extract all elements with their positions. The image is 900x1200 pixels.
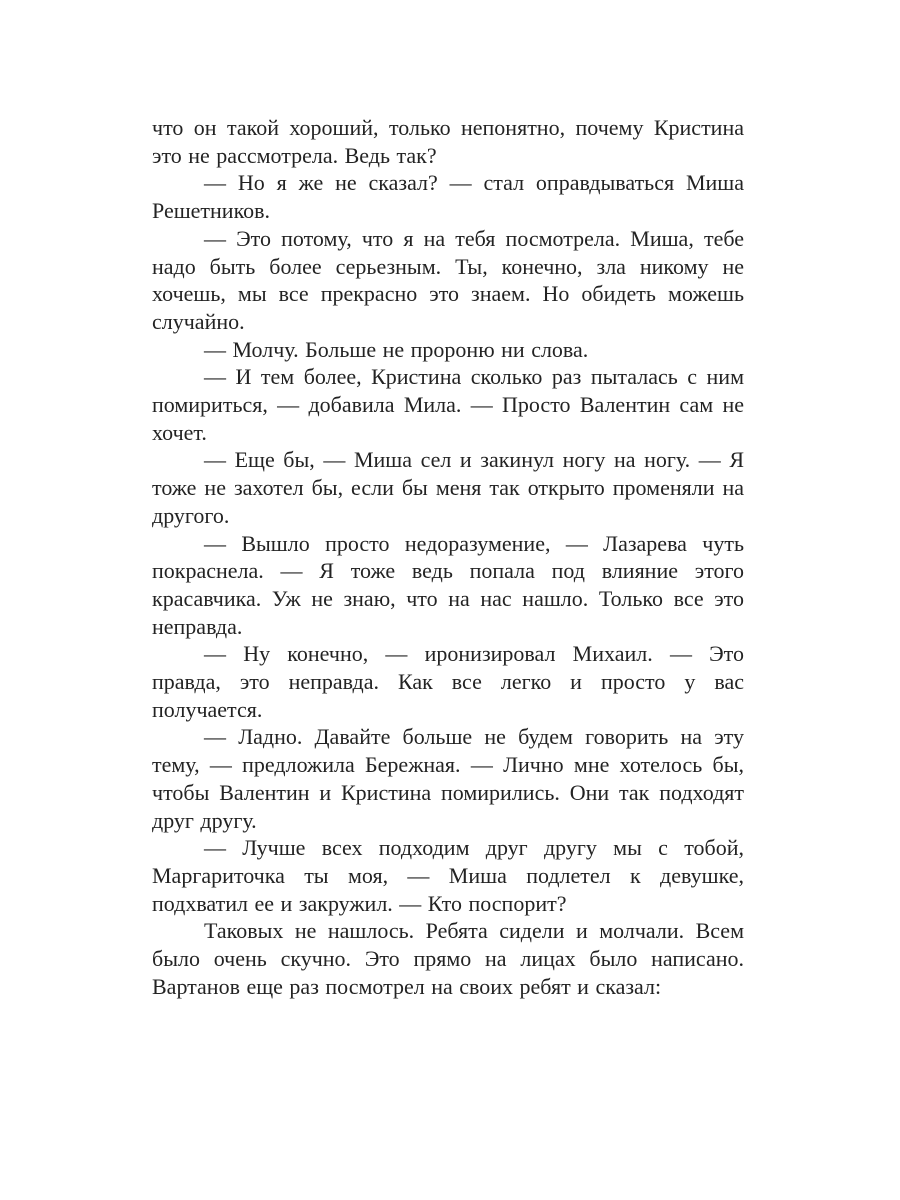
paragraph: Таковых не нашлось. Ребята сидели и молчали. Всем было очень скучно. Это прямо на лицах было написано. Вартанов еще раз посмотрел на своих ребят и сказал: xyxy=(152,918,744,999)
paragraph: — Лучше всех подходим друг другу мы с тобой, Маргариточка ты моя, — Миша подлетел к девушке, подхватил ее и закружил. — Кто поспорит? xyxy=(152,835,744,916)
page-text-block xyxy=(152,114,744,1001)
paragraph: — Еще бы, — Миша сел и закинул ногу на ногу. — Я тоже не захотел бы, если бы меня так открыто променяли на другого. xyxy=(152,447,744,528)
paragraph: — Это потому, что я на тебя посмотрела. Миша, тебе надо быть более серьезным. Ты, конечно, зла никому не хочешь, мы все прекрасно это знаем. Но обидеть можешь случайно. xyxy=(152,225,744,334)
paragraph: — Но я же не сказал? — стал оправдываться Миша Решетников. xyxy=(152,170,744,224)
paragraph: — Ладно. Давайте больше не будем говорить на эту тему, — предложила Бережная. — Лично мне хотелось бы, чтобы Валентин и Кристина помирились. Они так подходят друг другу. xyxy=(152,724,744,833)
paragraph-continuation: что он такой хороший, только непонятно, почему Кристина это не рассмотрела. Ведь так? xyxy=(152,115,744,168)
paragraph: — И тем более, Кристина сколько раз пыталась с ним помириться, — добавила Мила. — Просто Валентин сам не хочет. xyxy=(152,364,744,445)
paragraph: — Вышло просто недоразумение, — Лазарева чуть покраснела. — Я тоже ведь попала под влияние этого красавчика. Уж не знаю, что на нас нашло. Только все это неправда. xyxy=(152,530,744,639)
paragraph: — Ну конечно, — иронизировал Михаил. — Это правда, это неправда. Как все легко и просто у вас получается. xyxy=(152,641,744,722)
paragraph: — Молчу. Больше не пророню ни слова. xyxy=(204,336,589,362)
